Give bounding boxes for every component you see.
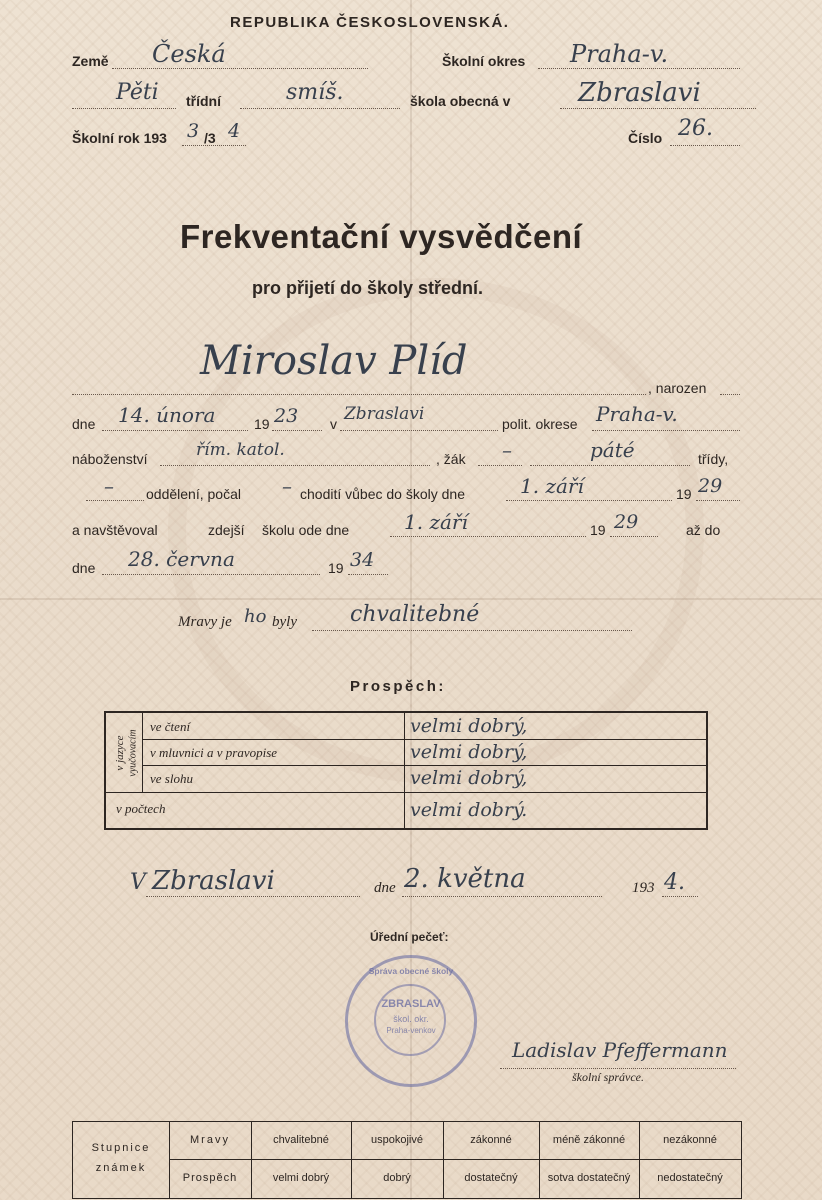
grade-grammar: velmi dobrý, bbox=[410, 741, 528, 763]
born-label: , narozen bbox=[648, 380, 707, 396]
stamp-town: ZBRASLAV bbox=[381, 998, 441, 1010]
closing-date-value: 2. května bbox=[404, 864, 526, 894]
attended-value: zdejší bbox=[208, 522, 245, 538]
attended-from-year-line bbox=[610, 536, 658, 537]
division-label: oddělení, počal bbox=[146, 486, 241, 502]
seal-label: Úřední pečeť: bbox=[370, 930, 449, 944]
signer-title: školní správce. bbox=[572, 1070, 644, 1084]
birth-year-prefix: 19 bbox=[254, 416, 270, 432]
side-label-teaching: vyučovacím bbox=[127, 729, 139, 777]
birth-district-value: Praha-v. bbox=[596, 402, 678, 426]
number-value: 26. bbox=[678, 116, 713, 141]
school-label: škola obecná v bbox=[410, 93, 511, 109]
scale-morals-4: méně zákonné bbox=[552, 1134, 626, 1146]
official-stamp bbox=[345, 955, 477, 1087]
grade-arithmetic: velmi dobrý. bbox=[410, 799, 528, 821]
subject-grammar: v mluvnici a v pravopise bbox=[150, 745, 278, 760]
school-start-date: 1. září bbox=[520, 474, 584, 498]
scale-morals-2: uspokojivé bbox=[371, 1134, 423, 1146]
document-subtitle: pro přijetí do školy střední. bbox=[252, 278, 484, 298]
grade-composition: velmi dobrý, bbox=[410, 767, 528, 789]
scale-row2-head: Prospěch bbox=[182, 1172, 238, 1184]
attended-from-year: 29 bbox=[614, 511, 639, 533]
scale-row1-head: Mravy bbox=[190, 1134, 230, 1146]
religion-value: řím. katol. bbox=[196, 440, 285, 460]
class-type-label: třídní bbox=[186, 93, 221, 109]
until-label: až do bbox=[686, 522, 721, 538]
school-year-separator: /3 bbox=[204, 130, 216, 146]
scale-progress-5: nedostatečný bbox=[657, 1172, 723, 1184]
birth-in-label: v bbox=[330, 416, 337, 432]
pupil-label: , žák bbox=[436, 451, 466, 467]
birth-year-line bbox=[272, 430, 322, 431]
attended-from-date: 1. září bbox=[404, 510, 468, 534]
birth-date-value: 14. února bbox=[118, 403, 216, 427]
school-start-year-line bbox=[696, 500, 740, 501]
gender-line bbox=[240, 108, 400, 109]
pupil-line bbox=[478, 465, 522, 466]
pupil-name-value: Miroslav Plíd bbox=[200, 338, 468, 384]
scale-morals-5: nezákonné bbox=[663, 1134, 717, 1146]
division-line bbox=[86, 500, 144, 501]
birth-place-value: Zbraslavi bbox=[344, 404, 425, 424]
until-year-line bbox=[348, 574, 388, 575]
grade-line bbox=[530, 465, 690, 466]
scale-morals-1: chvalitebné bbox=[273, 1134, 329, 1146]
land-value: Česká bbox=[152, 40, 226, 68]
closing-year-prefix: 193 bbox=[632, 880, 655, 896]
school-year-b: 4 bbox=[228, 120, 241, 142]
side-label-divider bbox=[142, 713, 143, 792]
birth-year-value: 23 bbox=[274, 405, 299, 427]
birth-day-label: dne bbox=[72, 416, 96, 432]
document-title: Frekventační vysvědčení bbox=[180, 218, 583, 255]
morals-pronoun: ho bbox=[244, 606, 267, 627]
republic-heading: REPUBLIKA ČESKOSLOVENSKÁ. bbox=[230, 14, 510, 31]
morals-label: Mravy je bbox=[178, 614, 232, 630]
land-line bbox=[112, 68, 368, 69]
religion-label: náboženství bbox=[72, 451, 148, 467]
birth-date-line bbox=[102, 430, 248, 431]
progress-heading: Prospěch: bbox=[350, 678, 446, 695]
progress-table bbox=[104, 711, 708, 830]
land-label: Země bbox=[72, 53, 109, 69]
school-start-line bbox=[506, 500, 672, 501]
progress-row-divider bbox=[142, 765, 706, 766]
school-start-year-prefix: 19 bbox=[676, 486, 692, 502]
religion-line bbox=[160, 465, 430, 466]
born-line bbox=[720, 394, 740, 395]
closing-year-line bbox=[662, 896, 698, 897]
class-count-value: Pěti bbox=[116, 80, 159, 105]
scale-progress-2: dobrý bbox=[383, 1172, 411, 1184]
until-day-label: dne bbox=[72, 560, 96, 576]
subject-reading: ve čtení bbox=[150, 719, 191, 734]
birth-district-line bbox=[592, 430, 740, 431]
number-line bbox=[670, 145, 740, 146]
until-year-prefix: 19 bbox=[328, 560, 344, 576]
school-start-year: 29 bbox=[698, 475, 723, 497]
signature-line bbox=[500, 1068, 736, 1069]
district-value: Praha-v. bbox=[570, 40, 669, 68]
scale-progress-3: dostatečný bbox=[464, 1172, 518, 1184]
grade-reading: velmi dobrý, bbox=[410, 715, 528, 737]
class-count-line bbox=[72, 108, 176, 109]
started-value: – bbox=[282, 474, 292, 498]
closing-date-label: dne bbox=[374, 880, 396, 896]
grade-value: páté bbox=[590, 438, 635, 462]
attended-from-year-prefix: 19 bbox=[590, 522, 606, 538]
closing-date-line bbox=[402, 896, 602, 897]
progress-row-divider bbox=[142, 739, 706, 740]
stamp-region: Praha-venkov bbox=[386, 1026, 436, 1035]
until-year-value: 34 bbox=[350, 549, 375, 571]
class-label: třídy, bbox=[698, 451, 729, 467]
side-label-language: v jazyce bbox=[114, 735, 126, 771]
stamp-district: škol. okr. bbox=[393, 1014, 429, 1024]
scale-label-1: Stupnice bbox=[91, 1142, 151, 1154]
scale-progress-1: velmi dobrý bbox=[272, 1172, 330, 1184]
grading-scale-table bbox=[72, 1121, 742, 1199]
school-year-a: 3 bbox=[187, 120, 200, 142]
school-place-value: Zbraslavi bbox=[578, 78, 701, 108]
scale-progress-4: sotva dostatečný bbox=[547, 1172, 631, 1184]
number-label: Číslo bbox=[628, 130, 663, 146]
until-date-value: 28. června bbox=[128, 547, 235, 571]
stamp-outer-text: Správa obecné školy bbox=[368, 966, 454, 976]
subject-composition: ve slohu bbox=[150, 771, 193, 786]
closing-place-line bbox=[146, 896, 360, 897]
school-year-label: Školní rok 193 bbox=[72, 130, 167, 146]
closing-year-value: 4. bbox=[664, 870, 685, 895]
director-signature: Ladislav Pfeffermann bbox=[512, 1038, 728, 1062]
subject-arithmetic: v počtech bbox=[116, 801, 166, 816]
attended-label: a navštěvoval bbox=[72, 522, 158, 538]
division-value: – bbox=[104, 474, 114, 498]
pupil-value: – bbox=[502, 438, 512, 462]
scale-label-2: známek bbox=[95, 1162, 147, 1174]
until-date-line bbox=[102, 574, 320, 575]
scale-morals-3: zákonné bbox=[470, 1134, 512, 1146]
grade-column-divider bbox=[404, 713, 405, 828]
district-label: Školní okres bbox=[442, 53, 526, 69]
morals-verb: byly bbox=[272, 614, 297, 630]
pupil-name-line bbox=[72, 394, 646, 395]
gender-value: smíš. bbox=[286, 80, 344, 105]
closing-place-value: Zbraslavi bbox=[152, 866, 275, 896]
birth-place-line bbox=[340, 430, 498, 431]
morals-line bbox=[312, 630, 632, 631]
scale-row-divider bbox=[169, 1159, 741, 1160]
district-line bbox=[538, 68, 740, 69]
horizontal-fold bbox=[0, 598, 822, 600]
school-year-line bbox=[182, 145, 246, 146]
school-place-line bbox=[560, 108, 756, 109]
attended-from-label: školu ode dne bbox=[262, 522, 350, 538]
school-start-label: chodití vůbec do školy dne bbox=[300, 486, 465, 502]
closing-place-prefix: V bbox=[130, 870, 146, 895]
attended-from-line bbox=[390, 536, 586, 537]
morals-value: chvalitebné bbox=[350, 602, 480, 627]
political-district-label: polit. okrese bbox=[502, 416, 578, 432]
progress-row-divider bbox=[106, 792, 706, 793]
